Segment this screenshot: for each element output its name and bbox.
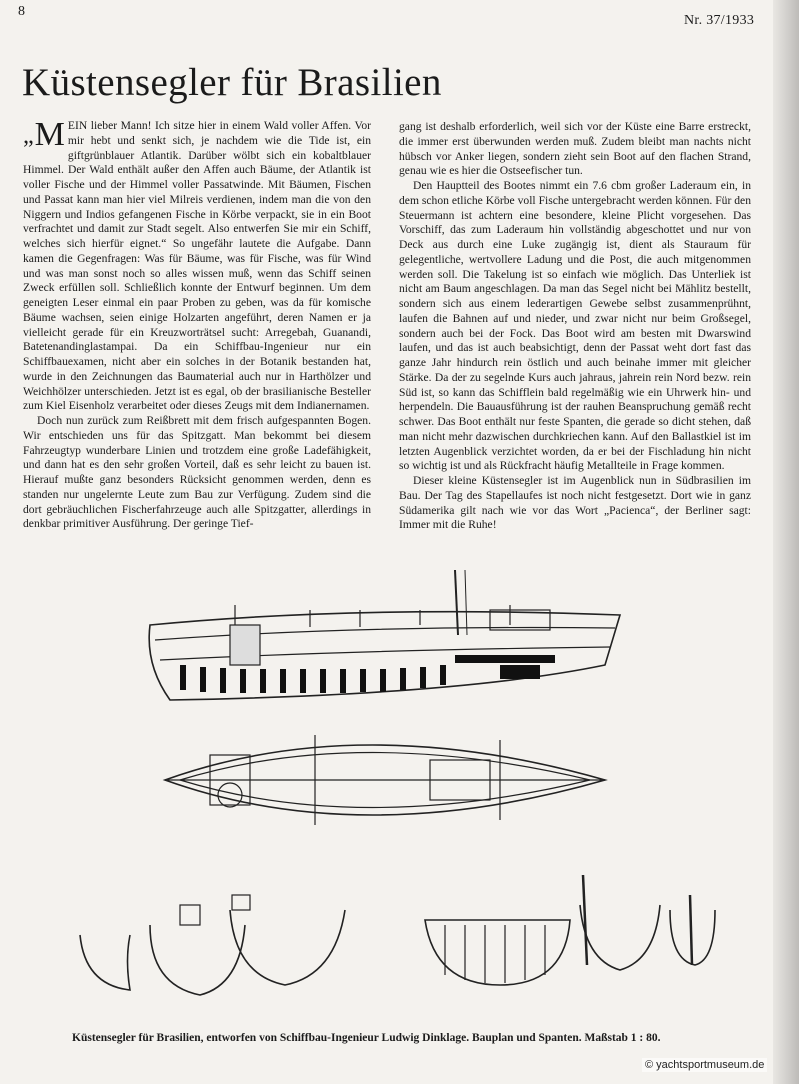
paragraph-text: EIN lieber Mann! Ich sitze hier in einem Wald voller Affen. Vor mir hebt und senkt sich, je nachdem wie die Tide ist, ein giftgrünblauer Atlantik. Darüber wölbt sich ein kobaltblauer Himmel. Der Wald enthält außer den Affen auch Bäume, der Atlantik ist voller Fische und der Himmel voller Passatwinde. Mit Bäumen, Fischen und Passat kann man hier viel Milreis verdienen, indem man die von den Niggern und Indios gefangenen Fische in Körbe verpackt, sie in ein Boot verfrachtet und damit zur Stadt segelt. Also entwerfen Sie mir ein Schiff, welches sich hierfür eignet.“ So ungefähr lautete die Aufgabe. Dann kamen die Gegenfragen: Was für Bäume, was für Fische, was für Wind und was man sonst noch so alles wissen muß, wenn das Schiff seinen Zweck erfüllen soll. Schließlich konnte der Entwurf beginnen. Um dem geneigten Leser einmal ein paar Proben zu geben, was da für komische Bäume wachsen, seien einige Holzarten angeführt, deren Namen er ja vielleicht gerade für ein Kreuzworträtsel sucht: Arregebah, Guanandi, Batetenandinglastampai. Da ein Schiffbau-Ingenieur nur ein Schiffbauexamen, nicht aber ein solches in der Botanik bestanden hat, wurde in den Zeichnungen das Baumaterial auch nur in Harthölzer und Weichhölzer unterschieden. Jetzt ist es egal, ob der brasilianische Besteller zum Kiel Eisenholz verarbeitet oder dieses Zeugs mit dem Indianernamen. [23, 119, 371, 413]
paragraph: Dieser kleine Küstensegler ist im Augenblick nun in Südbrasilien im Bau. Der Tag des Stapellaufes ist noch nicht festgesetzt. Dort wie in ganz Südamerika gilt nach wie vor das Wort „Pacienca“, der Berliner sagt: Immer mit die Ruhe! [399, 474, 751, 532]
article-column-right [399, 120, 751, 533]
article-column-left [23, 116, 371, 532]
paragraph [23, 116, 371, 414]
watermark: © yachtsportmuseum.de [642, 1058, 767, 1072]
issue-number: Nr. 37/1933 [684, 13, 755, 28]
paragraph: Den Hauptteil des Bootes nimmt ein 7.6 cbm großer Laderaum ein, in dem schon etliche Körbe voll Fische untergebracht werden können. Für den Steuermann ist achtern eine besondere, kleine Plicht vorgesehen. Das Vorschiff, das zum Laderaum hin vollständig abgeschottet und nur von Deck aus durch eine Luke zugängig ist, dient als Stauraum für gelegentliche, wertvollere Ladung und die Post, die auch mitgenommen werden soll. Die Takelung ist so einfach wie möglich. Das Unterliek ist nicht am Baum angeschlagen. Da man das Segel nicht bei Mählitz bestellt, sondern sich aus einem lederartigen Gewebe selbst zusammenprühnt, laufen die Bahnen auf und nieder, und zwar nicht nur beim Großsegel, sondern auch bei der Fock. Das Boot wird am besten mit Dwarswind laufen, und das ist auch beabsichtigt, denn der Passat weht dort fast das ganze Jahr hindurch rein östlich und auch beinahe immer mit gleicher Stärke. Da der zu segelnde Kurs auch jahraus, jahrein rein Nord bezw. rein Süd ist, so kann das Schifflein bald regelmäßig wie ein Uhrwerk hin- und herpendeln. Die Bauausführung ist der rauhen Beanspruchung gemäß recht schwer. Das Boot enthält nur feste Spanten, die gerade so dicht stehen, daß man nicht mehr dazwischen durchkriechen kann. Auf den Ballastkiel ist im letzten Augenblick verzichtet worden, da er bei der Fischladung hin nicht so wichtig ist und als Rückfracht häufig Metallteile in Frage kommen. [399, 179, 751, 473]
page-edge-shadow [773, 0, 799, 1084]
page-number: 8 [18, 4, 25, 19]
boat-plan-drawing [60, 565, 730, 1005]
deck-plan [165, 735, 605, 825]
drop-cap: M [34, 116, 65, 153]
section-drawings [80, 875, 715, 995]
article-title: Küstensegler für Brasilien [22, 61, 442, 104]
paragraph: Doch nun zurück zum Reißbrett mit dem frisch aufgespannten Bogen. Wir entschieden uns für das Spitzgatt. Man bekommt bei diesem Fahrzeugtyp wunderbare Linien und trotzdem eine große Ladefähigkeit, und dann hat es den sehr großen Vorteil, daß es sehr leicht zu bauen ist. Hierauf mußte ganz besonders Rücksicht genommen werden, denn es standen nur ungelernte Leute zum Bau zur Verfügung. Zudem sind die dort gebräuchlichen Fischerfahrzeuge auch alle Spitzgatter, allerdings in denkbar primitiver Ausführung. Der geringe Tief- [23, 414, 371, 531]
drop-quote: „ [23, 123, 34, 149]
paragraph: gang ist deshalb erforderlich, weil sich vor der Küste eine Barre erstreckt, die immer erst überwunden werden muß. Zudem bleibt man nachts nicht hübsch vor Anker liegen, sondern zieht sein Boot auf den flachen Strand, genau wie es hier die Ostseefischer tun. [399, 120, 751, 178]
figure-caption: Küstensegler für Brasilien, entworfen von Schiffbau-Ingenieur Ludwig Dinklage. Bauplan und Spanten. Maßstab 1 : 80. [72, 1032, 661, 1044]
